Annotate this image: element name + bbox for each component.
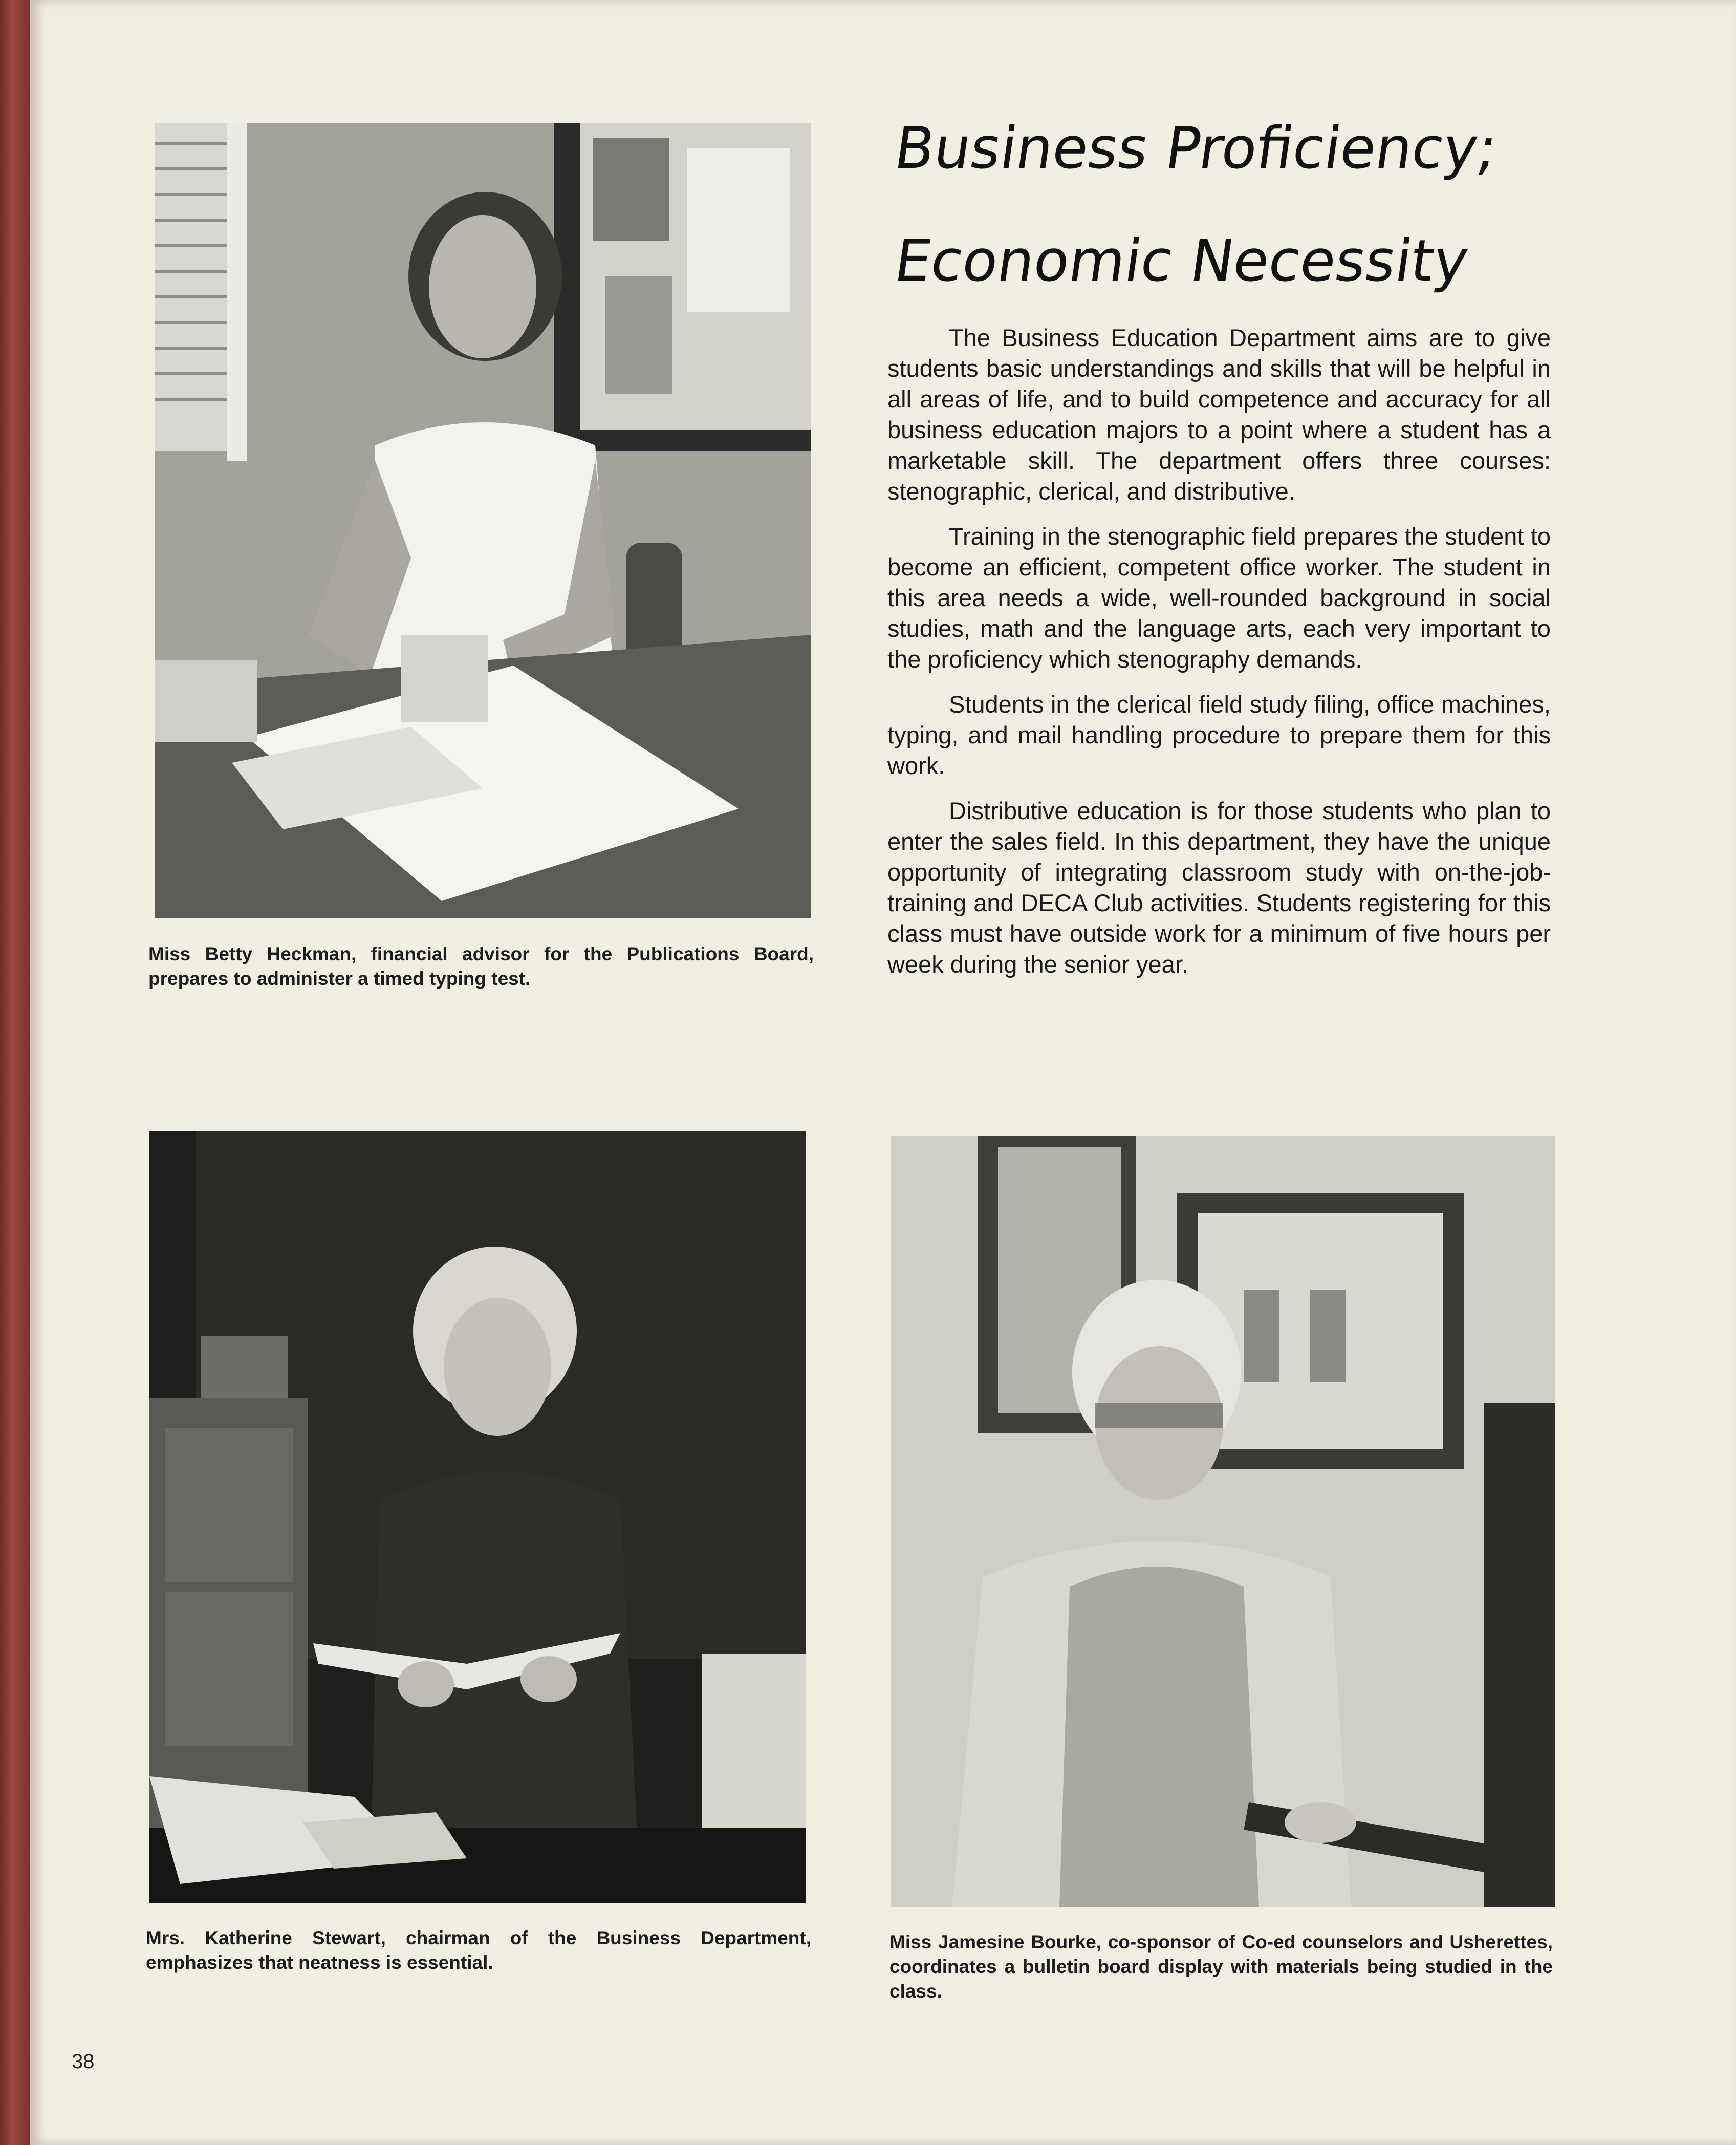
article-body <box>887 323 1551 994</box>
photo-betty-heckman <box>155 123 811 918</box>
page-title-line-2: Economic Necessity <box>891 228 1473 294</box>
photo-katherine-stewart <box>149 1131 806 1903</box>
photo-jamesine-bourke <box>891 1136 1555 1907</box>
paragraph: Training in the stenographic field prepares the student to become an efficient, competent office worker. The student in this area needs a wide, well-rounded background in social studies, math and the language arts, each very important to the proficiency which stenography demands. <box>887 523 1551 673</box>
caption-betty-heckman: Miss Betty Heckman, financial advisor for the Publications Board, prepares to administer a timed typing test. <box>148 943 814 989</box>
caption-katherine-stewart: Mrs. Katherine Stewart, chairman of the Business Department, emphasizes that neatness is essential. <box>146 1927 811 1973</box>
paragraph: The Business Education Department aims are to give students basic understandings and skills that will be helpful in all areas of life, and to build competence and accuracy for all business education majors to a point where a student has a marketable skill. The department offers three courses: stenographic, clerical, and distributive. <box>887 324 1551 505</box>
book-spine <box>0 0 31 2145</box>
page-title-line-1: Business Proficiency; <box>891 115 1502 182</box>
page-number: 38 <box>72 2050 95 2073</box>
paragraph: Distributive education is for those students who plan to enter the sales field. In this department, they have the unique opportunity of integrating classroom study with on-the-job-training and DECA Club activities. Students registering for this class must have outside work for a minimum of five hours per week during the senior year. <box>887 797 1551 978</box>
caption-jamesine-bourke: Miss Jamesine Bourke, co-sponsor of Co-ed counselors and Usherettes, coordinates a bulletin board display with materials being studied in the class. <box>889 1932 1553 2002</box>
paragraph: Students in the clerical field study filing, office machines, typing, and mail handling procedure to prepare them for this work. <box>887 691 1551 779</box>
